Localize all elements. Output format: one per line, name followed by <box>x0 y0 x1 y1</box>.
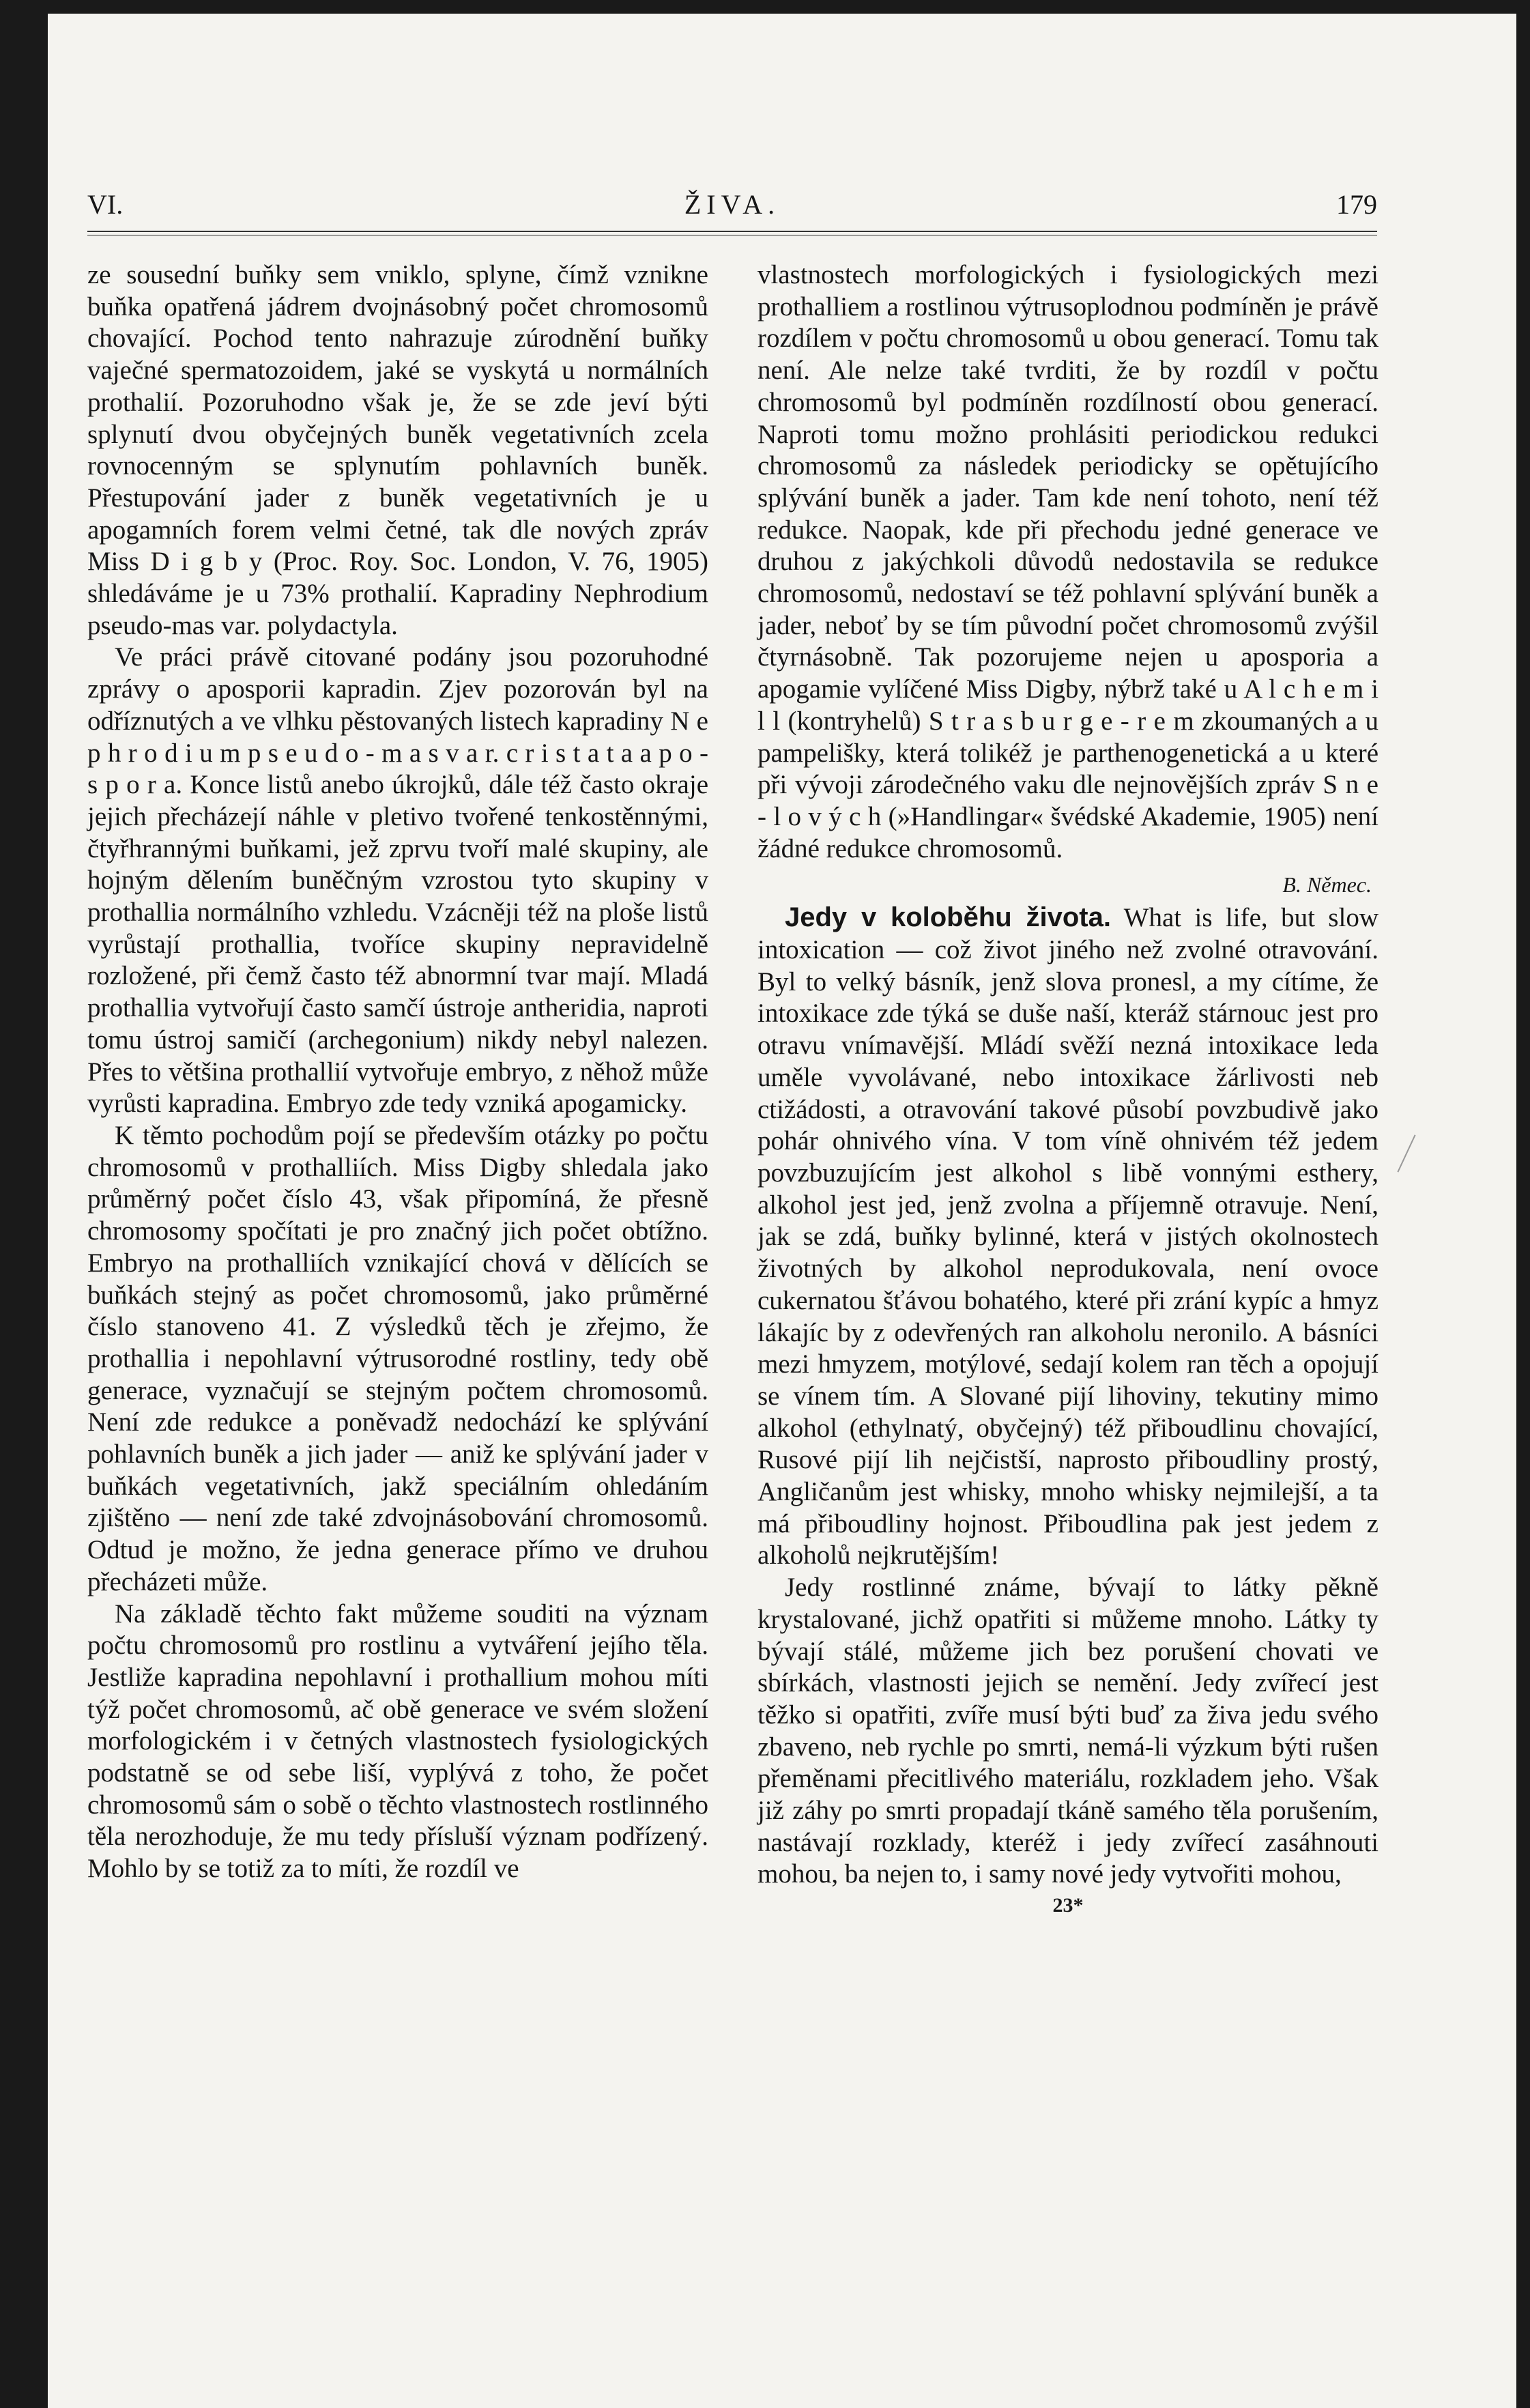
volume-number: VI. <box>87 189 124 220</box>
left-column <box>87 259 708 1885</box>
journal-title: ŽIVA. <box>684 189 781 220</box>
paragraph: Na základě těchto fakt můžeme souditi na význam počtu chromosomů pro rostlinu a vytváření jejího těla. Jestliže kapradina nepohlavní i prothallium mohou míti týž počet chromosomů, ač obě generace ve svém složení morfologickém i v četných vlastnostech fysiologických podstatně se od sebe liší, vyplývá z toho, že počet chromosomů sám o sobě o těchto vlastnostech rostlinného těla nerozhoduje, že mu tedy přísluší význam podřízený. Mohlo by se totiž za to míti, že rozdíl ve <box>87 1599 708 1884</box>
author-signature: B. Němec. <box>1282 872 1372 898</box>
page-number: 179 <box>1336 189 1377 220</box>
paragraph: ze sousední buňky sem vniklo, splyne, čímž vznikne buňka opatřená jádrem dvojnásobný počet chromosomů chovající. Pochod tento nahrazuje zúrodnění buňky vaječné spermatozoidem, jaké se vyskytá u normálních prothalií. Pozoruhodno však je, že se zde jeví býti splynutí dvou obyčejných buněk vegetativních zcela rovnocenným se splynutím pohlavních buněk. Přestupování jader z buněk vegetativních je u apogamních forem velmi četné, tak dle nových zpráv Miss D i g b y (Proc. Roy. Soc. London, V. 76, 1905) shledáváme je u 73% prothalií. Kapradiny Nephrodium pseudo-mas var. polydactyla. <box>87 260 708 640</box>
right-column <box>757 259 1379 1919</box>
article-title: Jedy v koloběhu života. <box>785 902 1111 933</box>
paragraph: Ve práci právě citované podány jsou pozoruhodné zprávy o aposporii kapradin. Zjev pozorován byl na odříznutých a ve vlhku pěstovaných listech kapradiny N e p h r o d i u m p s e u d o - m a s v a r. c r i s t a t a a p o - s p o r a. Konce listů anebo úkrojků, dále též často okraje jejich přecházejí náhle v pletivo tvořené tenkostěnnými, čtyřhrannými buňkami, jež zprvu tvoří malé skupiny, ale hojným dělením buněčným vzrostou tyto skupiny v prothallia normálního vzhledu. Vzácněji též na ploše listů vyrůstají prothallia, tvoříce skupiny nepravidelně rozložené, při čemž často též abnormní tvar mají. Mladá prothallia vytvořují často samčí ústroje antheridia, naproti tomu ústroj samičí (archegonium) nikdy nebyl nalezen. Přes to většina prothallií vytvořuje embryo, z něhož může vyrůsti kapradina. Embryo zde tedy vzniká apogamicky. <box>87 642 708 1119</box>
header-rule-top <box>87 231 1377 232</box>
printer-signature-mark: 23* <box>1052 1894 1084 1917</box>
paragraph: vlastnostech morfologických i fysiologických mezi prothalliem a rostlinou výtrusoplodnou podmíněn je právě rozdílem v počtu chromosomů u obou generací. Tomu tak není. Ale nelze také tvrditi, že by rozdíl v počtu chromosomů byl podmíněn rozdílností obou generací. Naproti tomu možno prohlásiti periodickou redukci chromosomů za následek periodicky se opětujícího splývání buněk a jader. Tam kde není tohoto, není též redukce. Naopak, kde při přechodu jedné generace ve druhou z jakýchkoli důvodů nedostavila se redukce chromosomů, nedostaví se též pohlavní splývání buněk a jader, neboť by se tím původní počet chromosomů zvýšil čtyrnásobně. Tak pozorujeme nejen u aposporia a apogamie vylíčené Miss Digby, nýbrž také u A l c h e m i l l (kontryhelů) S t r a s b u r g e - r e m zkoumaných a u pampelišky, která tolikéž je parthenogenetická a u které při vývoji zárodečného vaku dle nejnovějších zpráv S n e - l o v ý c h (»Handlingar« švédské Akademie, 1905) není žádné redukce chromosomů. <box>757 260 1379 863</box>
paragraph: K těmto pochodům pojí se především otázky po počtu chromosomů v prothalliích. Miss Digby shledala jako průměrný počet číslo 43, však připomíná, že přesně chromosomy spočítati je pro značný jich počet obtížno. Embryo na prothalliích vznikající chová v dělících se buňkách stejný as počet chromosomů, jako průměrné číslo stanoveno 41. Z výsledků těch je zřejmo, že prothallia i nepohlavní výtrusorodné rostliny, tedy obě generace, vyznačují se stejným počtem chromosomů. Není zde redukce a poněvadž nedochází ke splývání pohlavních buněk a jich jader — aniž ke splývání jader v buňkách vegetativních, jakž speciálním ohledáním zjištěno — není zde také zdvojnásobování chromosomů. Odtud je možno, že jedna generace přímo ve druhou přecházeti může. <box>87 1120 708 1596</box>
running-header <box>87 184 1377 225</box>
scan-mark <box>1397 1134 1415 1172</box>
paragraph: Jedy rostlinné známe, bývají to látky pěkně krystalované, jichž opatřiti si můžeme mnoho. Látky ty bývají stálé, můžeme jich bez porušení chovati ve sbírkách, vlastnosti jejich se nemění. Jedy zvířecí jest těžko si opatřiti, zvíře musí býti buď za živa jedu svého zbaveno, neb rychle po smrti, nemá-li výzkum býti rušen přeměnami přecitlivého materiálu, rozkladem jeho. Však již záhy po smrti propadají tkáně samého těla porušením, nastávají rozklady, kteréž i jedy zvířecí zasáhnouti mohou, ba nejen to, i samy nové jedy vytvořiti mohou, <box>757 1573 1379 1889</box>
journal-page <box>48 14 1516 2408</box>
article-lead-paragraph <box>757 902 1379 1572</box>
article-paragraph-text: What is life, but slow intoxication — což život jiného než zvolné otravování. Byl to velký básník, jenž slova pronesl, a my cítíme, že intoxikace zde týká se duše naší, kteráž stárnouc jest pro otravu vnímavější. Mládí svěží nezná intoxikace leda uměle vyvolávané, nebo intoxikace žárlivosti neb ctižádosti, a otravování takové působí povzbudivě jako pohár ohnivého vína. V tom víně ohnivém též jedem povzbuzujícím jest alkohol s libě vonnými esthery, alkohol jest jed, jenž zvolna a příjemně otravuje. Není, jak se zdá, buňky bylinné, která v jistých okolnostech životných by alkohol neprodukovala, není ovoce cukernatou šťávou bohatého, které při zrání kypíc a hmyz lákajíc by z odevřených ran alkoholu neronilo. A básníci mezi hmyzem, motýlové, sedají kolem ran těch a opojují se vínem tím. A Slované pijí lihoviny, tekutiny mimo alkohol (ethylnatý, obyčejný) též přiboudlinu chovající, Rusové pijí lih nejčistší, naprosto přiboudliny prostý, Angličanům jest whisky, mnoho whisky nejmilejší, a ta má přiboudliny hojnost. Přiboudlina pak jest jedem z alkoholů nejkrutějším! <box>757 903 1379 1571</box>
